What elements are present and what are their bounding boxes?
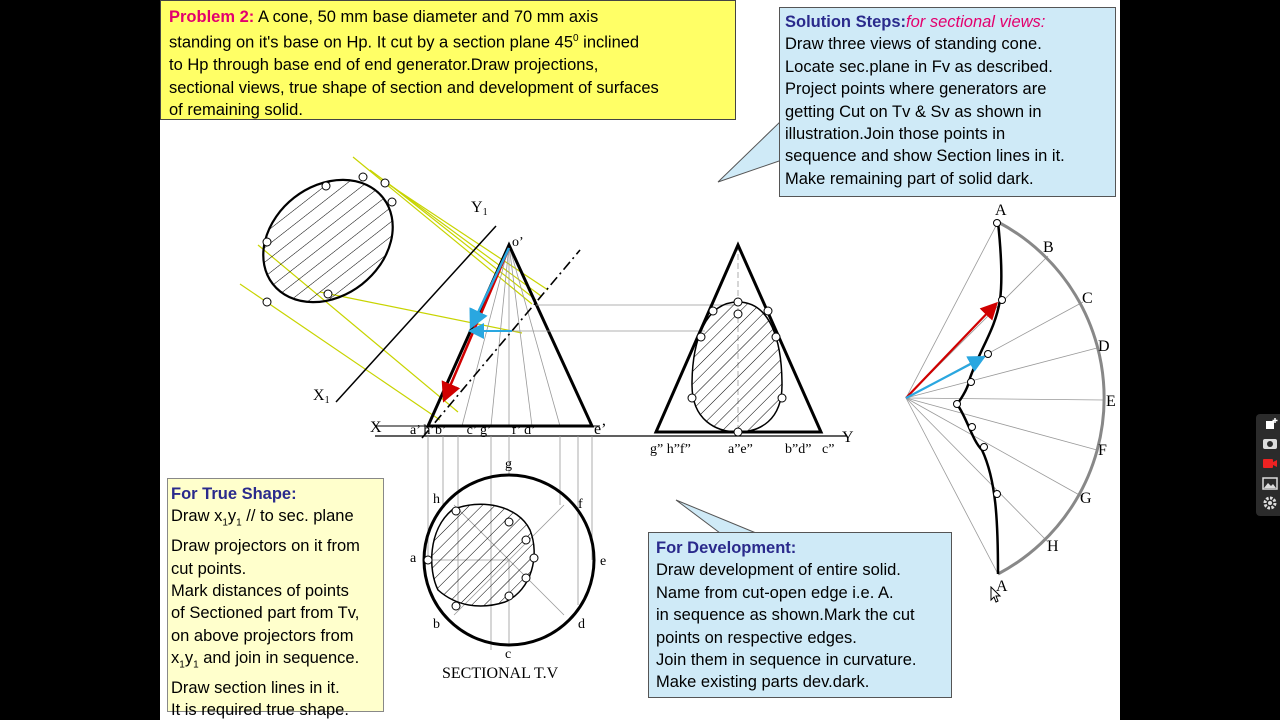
video-record-icon[interactable] [1260, 454, 1280, 472]
development-title: For Development: [656, 539, 797, 557]
svg-text:b: b [433, 617, 440, 632]
camera-icon[interactable] [1260, 434, 1280, 452]
e-prime-label: e’ [594, 421, 607, 438]
side-view [650, 245, 854, 457]
solution-subtitle: for sectional views: [906, 13, 1046, 31]
problem-line-3: to Hp through base end of end generator.Draw projections, [169, 56, 599, 75]
fv-base-labels: a’ h’b’ c’ g’ f’ d’ [410, 423, 536, 438]
development-arc [998, 222, 1104, 574]
solution-line: getting Cut on Tv & Sv as shown in [785, 102, 1042, 121]
true-shape-line: Draw projectors on it from [171, 537, 360, 556]
svg-text:h: h [433, 492, 440, 507]
svg-text:e: e [600, 554, 607, 569]
solution-line: Project points where generators are [785, 80, 1047, 99]
svg-text:g: g [505, 457, 512, 472]
svg-text:F: F [1098, 442, 1107, 459]
sectional-top-view [410, 436, 606, 682]
solution-line: illustration.Join those points in [785, 125, 1006, 144]
svg-text:E: E [1106, 393, 1116, 410]
solution-line: Draw three views of standing cone. [785, 35, 1042, 54]
x-label: X [370, 419, 382, 436]
y1-label: Y1 [471, 199, 488, 218]
problem-line-5: of remaining solid. [169, 101, 303, 120]
solution-line: Locate sec.plane in Fv as described. [785, 57, 1053, 76]
true-shape-section [239, 155, 548, 420]
svg-text:D: D [1098, 338, 1110, 355]
true-shape-line: cut points. [171, 559, 247, 578]
svg-text:c: c [505, 647, 512, 662]
true-shape-line: of Sectioned part from Tv, [171, 604, 360, 623]
svg-text:A: A [995, 202, 1007, 219]
problem-line-4: sectional views, true shape of section and development of surfaces [169, 78, 659, 97]
svg-text:A: A [996, 578, 1008, 595]
svg-text:C: C [1082, 290, 1093, 307]
true-shape-line: Draw section lines in it. [171, 678, 340, 697]
y-label: Y [842, 429, 854, 446]
dev-bubble-tail [676, 500, 756, 533]
solution-line: sequence and show Section lines in it. [785, 147, 1065, 166]
true-shape-line: on above projectors from [171, 626, 354, 645]
development-curve [957, 222, 1001, 574]
sectional-tv-caption: SECTIONAL T.V [442, 665, 559, 682]
development-line: Name from cut-open edge i.e. A. [656, 583, 894, 602]
problem-label: Problem 2: [169, 8, 255, 26]
cone-front-view [428, 245, 592, 426]
development-line: Draw development of entire solid. [656, 561, 901, 580]
problem-line-2: standing on it's base on Hp. It cut by a section plane 45 [169, 33, 573, 52]
svg-text:d: d [578, 617, 585, 632]
top-view-section [432, 504, 534, 606]
development-note-bubble [648, 532, 952, 698]
svg-text:a”e”: a”e” [728, 442, 753, 457]
development-line: in sequence as shown.Mark the cut [656, 606, 915, 625]
solution-bubble-tail [718, 120, 782, 182]
development-line: Join them in sequence in curvature. [656, 651, 917, 670]
true-shape-line: Mark distances of points [171, 581, 349, 600]
svg-text:b”d”: b”d” [785, 442, 812, 457]
true-shape-line: Draw $x_1y_1$ // to sec. plane [171, 507, 354, 529]
solution-line: Make remaining part of solid dark. [785, 169, 1034, 188]
true-shape-note [167, 478, 384, 720]
gear-icon[interactable] [1260, 494, 1280, 512]
true-shape-title: For True Shape: [171, 485, 297, 503]
apex-label: o’ [512, 235, 524, 250]
svg-text:B: B [1043, 239, 1054, 256]
solution-steps-bubble [779, 7, 1116, 197]
svg-text:c”: c” [822, 442, 835, 457]
problem-line-2-tail: inclined [578, 33, 640, 52]
plus-icon[interactable] [1260, 416, 1280, 434]
problem-line-1: A cone, 50 mm base diameter and 70 mm axis [254, 8, 599, 26]
development-line: Make existing parts dev.dark. [656, 673, 870, 692]
svg-text:a: a [410, 551, 417, 566]
recorder-toolbar [1256, 414, 1280, 516]
svg-text:g” h”f”: g” h”f” [650, 442, 691, 457]
development-line: points on respective edges. [656, 628, 857, 647]
mouse-cursor-icon [990, 586, 1002, 604]
slide [160, 0, 1120, 720]
image-icon[interactable] [1260, 474, 1280, 492]
x1-label: X1 [313, 387, 330, 406]
degree-sup: 0 [573, 33, 579, 45]
svg-text:f: f [578, 497, 583, 512]
true-shape-line: $x_1y_1$ and join in sequence. [171, 649, 360, 671]
solution-title: Solution Steps: [785, 13, 906, 31]
svg-text:H: H [1047, 538, 1059, 555]
svg-text:G: G [1080, 490, 1092, 507]
true-shape-line: It is required true shape. [171, 701, 349, 720]
problem-statement [160, 0, 736, 120]
